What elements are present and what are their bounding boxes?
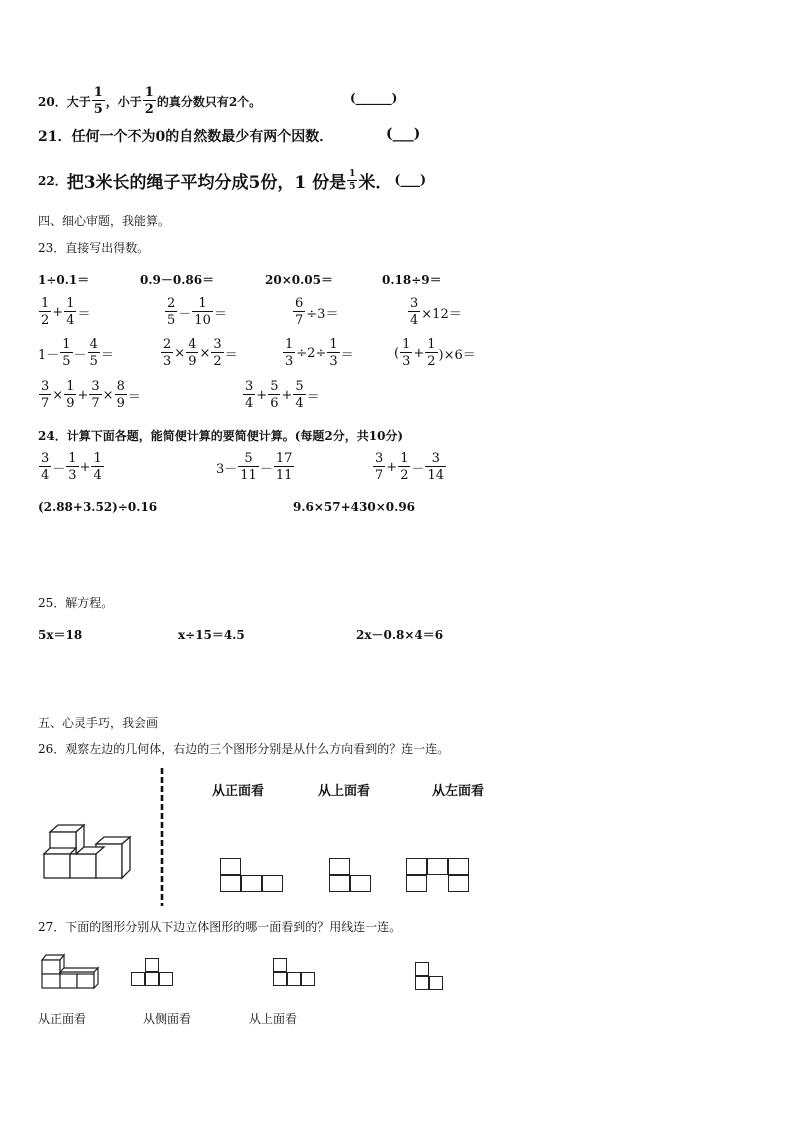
question-20: 20． 大于 $\frac{1}{5}$ ，小于 $\frac{1}{2}$ 的真分数只有2个。 — [38, 85, 262, 117]
expr: 20×0.05＝ — [265, 273, 333, 287]
view-shape — [273, 958, 319, 992]
view-label: 从左面看 — [432, 784, 485, 799]
expr: $\frac{3}{4}$ + $\frac{5}{6}$ + $\frac{5}{4}$ ＝ — [245, 379, 320, 411]
expr: $\frac{3}{4}$ ×12＝ — [410, 296, 462, 328]
equation: x÷15＝4.5 — [178, 628, 245, 642]
cube-solid-figure — [40, 820, 144, 884]
expr: 9.6×57+430×0.96 — [293, 500, 416, 514]
view-shape — [131, 958, 177, 992]
dashed-divider — [159, 768, 165, 906]
expr: $\frac{1}{3}$ ÷2÷ $\frac{1}{3}$ ＝ — [285, 337, 354, 369]
question-26-title: 26．观察左边的几何体，右边的三个图形分别是从什么方向看到的？连一连。 — [38, 742, 450, 756]
expr: $\frac{1}{2}$ + $\frac{1}{4}$ ＝ — [41, 296, 91, 328]
expr: 1÷0.1＝ — [38, 273, 90, 287]
expr: $\frac{3}{7}$ + $\frac{1}{2}$ － $\frac{3}{14}$ — [375, 451, 445, 483]
expr: $\frac{3}{4}$ － $\frac{1}{3}$ + $\frac{1}{4}$ — [41, 451, 102, 483]
expr: $\frac{2}{3}$ × $\frac{4}{9}$ × $\frac{3}{2}$ ＝ — [163, 337, 238, 369]
answer-blank[interactable]: (___) — [394, 173, 427, 188]
question-22: 22． 把3米长的绳子平均分成5份，1 份是 $\frac{1}{5}$ 米． (___) — [38, 168, 427, 193]
view-label: 从侧面看 — [143, 1012, 192, 1026]
expr: $\frac{3}{7}$ × $\frac{1}{9}$ + $\frac{3}{7}$ × $\frac{8}{9}$ ＝ — [41, 379, 141, 411]
expr: 1－ $\frac{1}{5}$ － $\frac{4}{5}$ ＝ — [38, 337, 114, 369]
view-shape — [415, 962, 447, 996]
question-24-title: 24．计算下面各题，能简便计算的要简便计算。(每题2分，共10分) — [38, 429, 404, 443]
expr: 0.18÷9＝ — [382, 273, 442, 287]
view-shape — [406, 858, 474, 898]
expr: 0.9－0.86＝ — [140, 273, 215, 287]
section-heading: 四、细心审题，我能算。 — [38, 214, 171, 228]
expr: $\frac{6}{7}$ ÷3＝ — [295, 296, 339, 328]
view-label: 从正面看 — [212, 784, 265, 799]
view-shape — [220, 858, 288, 898]
question-21: 21．任何一个不为0的自然数最少有两个因数． — [38, 129, 334, 145]
expr: ( $\frac{1}{3}$ + $\frac{1}{2}$ )×6＝ — [394, 337, 476, 369]
expr: 3－ $\frac{5}{11}$ － $\frac{17}{11}$ — [216, 451, 293, 483]
answer-blank[interactable]: (______) — [350, 91, 398, 105]
question-27-title: 27．下面的图形分别从下边立体图形的哪一面看到的？用线连一连。 — [38, 920, 402, 934]
equation: 2x－0.8×4＝6 — [356, 628, 444, 642]
fraction: $\frac{1}{5}$ — [93, 85, 103, 117]
answer-blank[interactable]: (___) — [386, 126, 421, 142]
view-label: 从上面看 — [318, 784, 371, 799]
fraction: $\frac{1}{5}$ — [349, 168, 356, 192]
view-shape — [329, 858, 375, 898]
question-25-title: 25．解方程。 — [38, 596, 114, 610]
equation: 5x＝18 — [38, 628, 83, 642]
question-23-title: 23．直接写出得数。 — [38, 241, 150, 255]
section-heading: 五、心灵手巧，我会画 — [38, 716, 159, 730]
expr: $\frac{2}{5}$ － $\frac{1}{10}$ ＝ — [167, 296, 227, 328]
view-label: 从上面看 — [249, 1012, 298, 1026]
cube-solid-figure — [40, 950, 100, 992]
expr: (2.88+3.52)÷0.16 — [38, 500, 158, 514]
view-label: 从正面看 — [38, 1012, 87, 1026]
fraction: $\frac{1}{2}$ — [144, 85, 154, 117]
